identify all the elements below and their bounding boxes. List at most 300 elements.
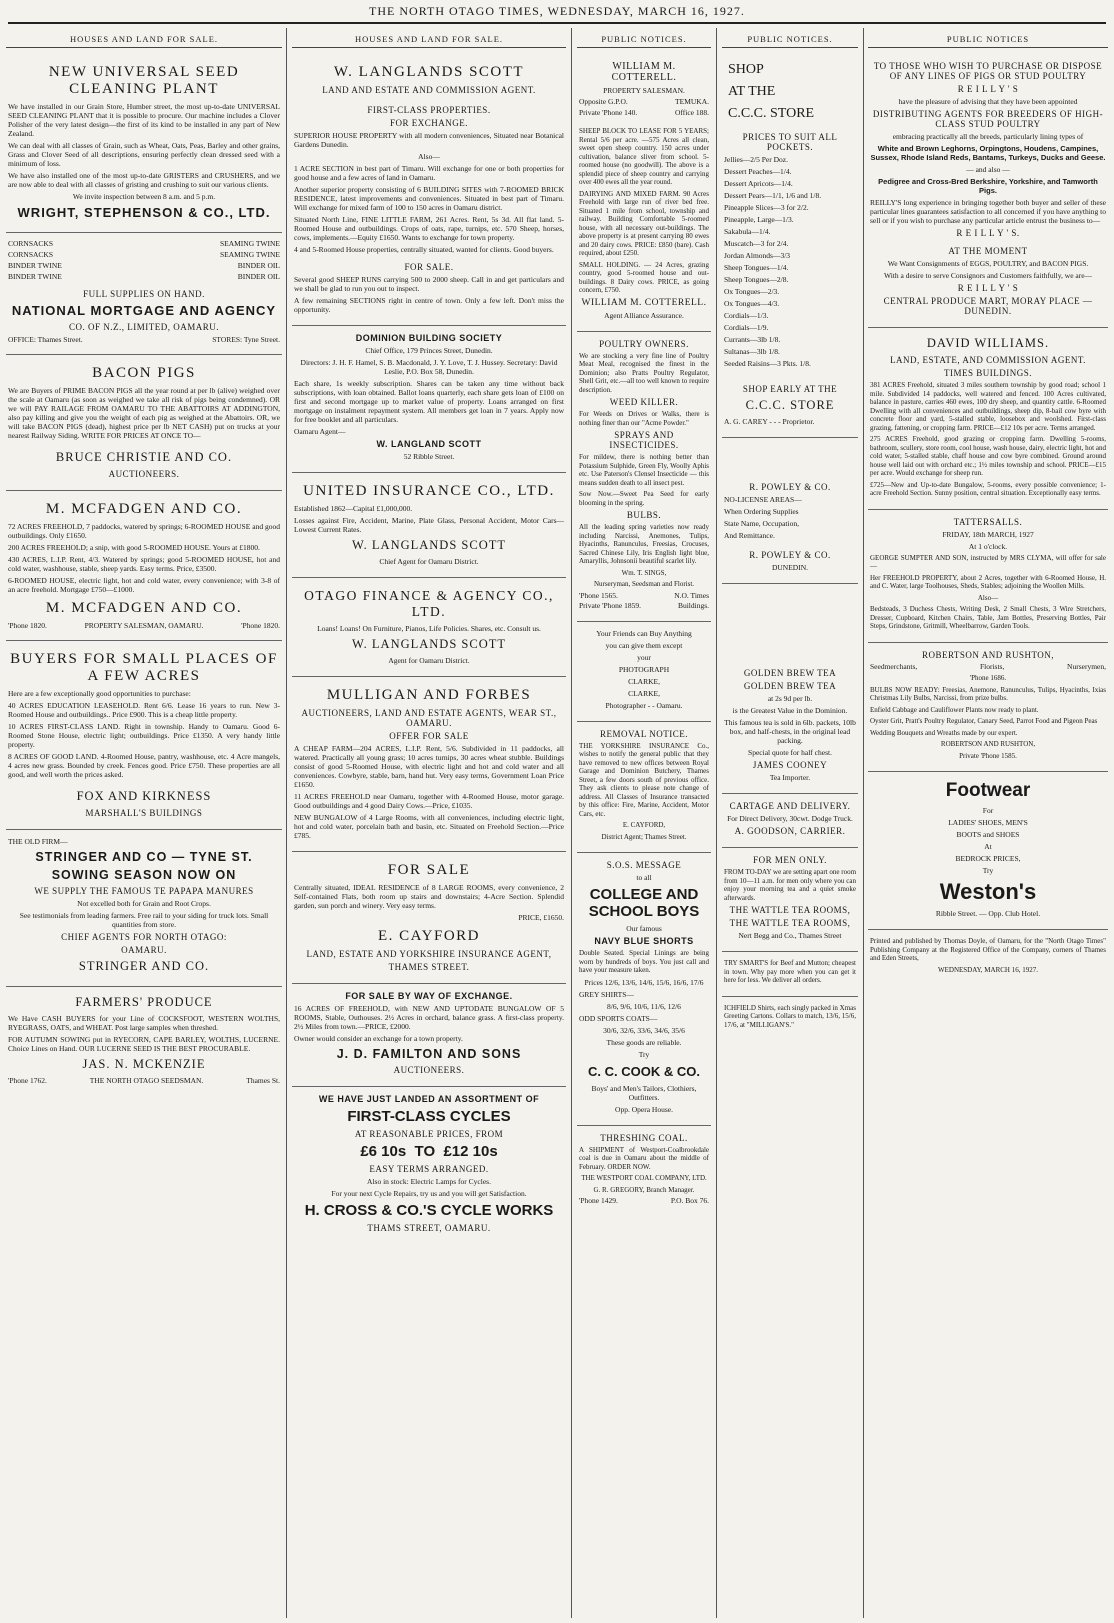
ad-text: TIMES BUILDINGS.	[944, 368, 1032, 378]
ad-text: Double Seated. Special Linings are being worn by hundreds of boys. You just call and have your measure taken.	[579, 949, 709, 974]
column-heading: PUBLIC NOTICES.	[577, 34, 711, 48]
langlands-scott-ad	[292, 54, 566, 326]
ad-text: Oyster Grit, Pratt's Poultry Regulator, Canary Seed, Parrot Food and Pigeon Peas	[870, 717, 1098, 725]
ad-text: Sow Now.—Sweet Pea Seed for early blooming in the spring.	[579, 490, 709, 507]
ad-text: Agent Alliance Assurance.	[604, 310, 684, 320]
ad-text: Photographer - - Oamaru.	[605, 700, 683, 710]
ad-title: AT THE	[728, 84, 776, 99]
ad-text: CHIEF AGENTS FOR NORTH OTAGO:	[61, 932, 227, 942]
ad-text: CENTRAL PRODUCE MART, MORAY PLACE — DUNEDIN.	[883, 296, 1093, 316]
price-list-item: Sheep Tongues—1/4.	[724, 263, 789, 272]
ad-title: CARTAGE AND DELIVERY.	[729, 801, 851, 811]
ad-text: Our famous	[626, 924, 662, 933]
item-text: BINDER OIL	[237, 272, 280, 281]
listing: 200 ACRES FREEHOLD; a snip, with good 5-ROOMED HOUSE. Yours at £1800.	[8, 543, 260, 552]
price-list	[724, 155, 856, 368]
ad-text: And Remittance.	[724, 531, 775, 540]
bacon-pigs-ad	[6, 355, 282, 491]
listing: 72 ACRES FREEHOLD, 7 paddocks, watered by springs; 6-ROOMED HOUSE and good outbuildings. Only £1650.	[8, 522, 280, 540]
listing: 430 ACRES, L.I.P. Rent, 4/3. Watered by springs; good 5-ROOMED HOUSE, hot and cold water, washhouse, stable, sheep yards. Easy terms. Price, £3500.	[8, 555, 280, 573]
price-list-item: Sultanas—3lb 1/8.	[724, 347, 780, 356]
listing: 6-ROOMED HOUSE, electric light, hot and cold water, every convenience; with 3-8 of an acre freehold. Mortgage £750—£1000.	[8, 576, 280, 594]
ad-text: AUCTIONEERS.	[393, 1065, 465, 1075]
ad-title: WILLIAM M. COTTERELL.	[611, 61, 677, 83]
ad-text: SPRAYS AND INSECTICIDES.	[609, 430, 679, 450]
ad-text: With a desire to serve Consignors and Customers faithfully, we are—	[883, 271, 1093, 280]
ad-text: BULBS NOW READY: Freesias, Anemone, Ranunculus, Tulips, Hyacinths, Ixias Christmas Lily Bulbs, Narcissi, from prize bulbs.	[870, 685, 1106, 702]
advertiser-name: FOX AND KIRKNESS	[76, 789, 212, 803]
ad-text: GEORGE SUMPTER AND SON, instructed by MRS CLYMA, will offer for sale—	[870, 553, 1106, 570]
price-from: £6 10s	[360, 1143, 407, 1160]
listing: Centrally situated, IDEAL RESIDENCE of 8 LARGE ROOMS, every convenience, 2 Self-contained Flats, both room up stairs and downstairs; 4-Acre Section. Splendid garden, sun porch and winery. Very easy terms.	[294, 883, 564, 910]
ad-text: AT REASONABLE PRICES, FROM	[354, 1129, 504, 1139]
ad-text: have the pleasure of advising that they have been appointed	[898, 97, 1078, 106]
ad-text: Your Friends can Buy Anything	[596, 628, 692, 638]
ad-text: Oamaru Agent—	[294, 427, 346, 436]
item-text: BINDER OIL	[237, 261, 280, 270]
masthead: THE NORTH OTAGO TIMES, WEDNESDAY, MARCH 16, 1927.	[369, 4, 745, 18]
ad-text: Directors: J. H. F. Hamel, S. B. Macdonald, J. Y. Love, T. J. Hussey. Secretary: David Leslie, P.O. Box 58, Dunedin.	[300, 358, 558, 376]
ad-text: We have also installed one of the most up-to-date GRISTERS and CRUSHERS, and we are now able to deal with all classes of gristing and crushing to suit our various clients.	[8, 171, 280, 189]
column-heading: HOUSES AND LAND FOR SALE.	[292, 34, 566, 48]
advertiser-name: STRINGER AND CO.	[78, 959, 210, 973]
item-text: Private 'Phone 1859.	[579, 601, 641, 610]
ad-text: OFFER FOR SALE	[389, 731, 469, 741]
column-4	[722, 34, 858, 1614]
ad-text: District Agent; Thames Street.	[601, 832, 687, 841]
ad-title: W. LANGLANDS SCOTT	[333, 64, 525, 80]
ad-title: FOR SALE	[387, 862, 471, 878]
advertiser-name: J. D. FAMILTON AND SONS	[336, 1047, 522, 1061]
ad-text: For	[982, 806, 994, 815]
ad-text: ICHFIELD Shirts, each singly packed in Xmas Greeting Cartons. Collars to match, 13/6, 15/6, 17/6, at "MILLIGAN'S."	[724, 1003, 857, 1029]
wattle-tea-rooms-ad	[722, 848, 858, 952]
advertiser-name: ROBERTSON AND RUSHTON,	[921, 649, 1055, 660]
ad-text: When Ordering Supplies	[724, 507, 799, 516]
ad-text: at 2s 9d per lb.	[767, 694, 813, 703]
listing: 1 ACRE SECTION in best part of Timaru. Will exchange for one or both properties for good house and a few acres of land in Oamaru.	[294, 164, 564, 182]
ad-text: Chief Office, 179 Princes Street, Dunedin.	[365, 346, 493, 355]
advertiser-name: WILLIAM M. COTTERELL.	[581, 297, 707, 308]
ad-title: UNITED INSURANCE CO., LTD.	[303, 483, 555, 499]
advertiser-name: C. C. COOK & CO.	[588, 1063, 700, 1079]
listing: Situated North Line, FINE LITTLE FARM, 261 Acres. Rent, 5s 3d. All flat land. 5-Roomed House and outbuildings. Crops of oats, rape, turnips, etc. 570 Sheep, horses, cows, implements.—Equity £1650. Wants to exchange for town property.	[294, 215, 564, 242]
listing: 8 ACRES OF GOOD LAND. 4-Roomed House, pantry, washhouse, etc. 4 Acre mangels, 4 acres new grass. Bounded by creek. Fences good. Price £750. These properties are all good, and well worth the prices asked.	[8, 752, 280, 779]
ad-text: FOR EXCHANGE.	[389, 118, 468, 128]
advertiser-name: THE WATTLE TEA ROOMS,	[729, 918, 851, 928]
listing: Bedsteads, 3 Duchess Chests, Writing Desk, 2 Small Chests, 3 Wire Stretchers, Dresser, Cupboard, Kitchen Chairs, Table, Jam Bottles, Preserving Bottles, Pair Steps, Grindstone, Gritmill, Wheelbarrow, Garden Tools.	[870, 605, 1106, 630]
ad-text: Agent for Oamaru District.	[388, 656, 470, 665]
advertiser-name: NATIONAL MORTGAGE AND AGENCY	[11, 303, 277, 318]
mulligan-forbes-ad	[292, 677, 566, 852]
item-text: OFFICE: Thames Street.	[8, 335, 83, 344]
ad-text: Boys' and Men's Tailors, Clothiers, Outfitters.	[591, 1083, 697, 1102]
ad-text: Loans! Loans! On Furniture, Pianos, Life Policies. Shares, etc. Consult us.	[317, 624, 541, 633]
ad-text: We Want Consignments of EGGS, POULTRY, and BACON PIGS.	[887, 259, 1089, 268]
ad-text: For mildew, there is nothing better than Potassium Sulphide, Green Fly, Woolly Aphis etc. Use Paterson's Clensel Insecticide — this means sudden death to all insect pest.	[579, 453, 709, 487]
ad-text: Owner would consider an exchange for a town property.	[294, 1034, 463, 1043]
ad-text: Ribble Street. — Opp. Club Hotel.	[935, 909, 1041, 918]
price-to: £12 10s	[443, 1143, 498, 1160]
column-rule	[863, 28, 864, 1618]
ad-title: M. MCFADGEN AND CO.	[45, 501, 243, 517]
item-text: Private 'Phone 140.	[579, 107, 638, 117]
ad-text: Also—	[977, 593, 999, 602]
cotterell-ad	[577, 54, 711, 332]
ad-text: Try	[982, 866, 994, 875]
powley-ad	[722, 438, 858, 584]
ad-text: We Have CASH BUYERS for your Line of COCKSFOOT, WESTERN WOLTHS, RYEGRASS, OATS, and WHEAT. Post large samples when threshed.	[8, 1014, 280, 1032]
price-list-item: Pineapple, Large—1/3.	[724, 215, 794, 224]
advertiser-name: W. LANGLANDS SCOTT	[352, 637, 506, 651]
item-text: TEMUKA.	[675, 97, 709, 106]
ad-text: Also—	[418, 152, 440, 161]
ad-text: AUCTIONEERS.	[108, 469, 180, 479]
listing: 10 ACRES FIRST-CLASS LAND. Right in township. Handy to Oamaru. Good 6-Roomed Stone House, electric light; outbuildings. Price £1350. A very handy little property.	[8, 722, 280, 749]
ad-text: PRICES TO SUIT ALL POCKETS.	[742, 132, 838, 152]
ad-text: Private 'Phone 1585.	[959, 751, 1017, 760]
advertiser-name: ROBERTSON AND RUSHTON,	[940, 740, 1036, 748]
ad-text: to all	[636, 873, 652, 882]
ad-text: DUNEDIN.	[771, 563, 809, 572]
price-range	[294, 1143, 564, 1160]
ad-text: LAND, ESTATE AND YORKSHIRE INSURANCE AGENT,	[306, 949, 552, 959]
column-heading: HOUSES AND LAND FOR SALE.	[6, 34, 282, 48]
column-heading: PUBLIC NOTICES.	[722, 34, 858, 48]
ad-text: — and also —	[966, 165, 1010, 174]
ad-text: Not excelled both for Grain and Root Crops.	[77, 899, 211, 908]
ad-text: Also in stock: Electric Lamps for Cycles.	[367, 1177, 491, 1186]
ad-text: Pedigree and Cross-Bred Berkshire, Yorkshire, and Tamworth Pigs.	[878, 177, 1098, 195]
ad-text: Losses against Fire, Accident, Marine, Plate Glass, Personal Accident, Motor Cars— Lowest Current Rates.	[294, 516, 564, 534]
item-text: N.O. Times	[674, 590, 709, 600]
ad-text: AUCTIONEERS, LAND AND ESTATE AGENTS, WEAR ST., OAMARU.	[301, 708, 557, 728]
item-text: 'Phone 1565.	[579, 590, 618, 600]
ad-text: We can deal with all classes of Grain, such as Wheat, Oats, Peas, Barley and other grains, Grass and Clover Seed of all descriptions, ensuring perfectly clean dressed seed with a minimum of loss.	[8, 141, 280, 168]
ad-text: Tea Importer.	[769, 773, 811, 782]
ad-text: S.O.S. MESSAGE	[606, 860, 682, 870]
listing: £725—New and Up-to-date Bungalow, 5-rooms, every possible convenience; 1-acre Freehold Section. Sunny position, central situation. Exceptionally easy terms.	[870, 480, 1106, 497]
advertiser-name: R. POWLEY & CO.	[749, 482, 831, 492]
ad-text: LAND, ESTATE, AND COMMISSION AGENT.	[890, 355, 1086, 365]
advertiser-name: C.C.C. STORE	[745, 398, 835, 412]
column-rule	[571, 28, 572, 1618]
advertiser-name: A. GOODSON, CARRIER.	[734, 826, 846, 836]
item-text: 'Phone 1820.	[8, 621, 47, 630]
column-rule	[716, 28, 717, 1618]
listing: 40 ACRES EDUCATION LEASEHOLD. Rent 6/6. Lease 16 years to run. New 3-Roomed House and outbuildings.. Price £900. This is a cheap little property.	[8, 701, 280, 719]
ad-text: G. R. GREGORY, Branch Manager.	[593, 1185, 695, 1194]
ad-text: Chief Agent for Oamaru District.	[379, 557, 479, 566]
price-list-item: Dessert Peaches—1/4.	[724, 167, 792, 176]
column-heading: PUBLIC NOTICES	[868, 34, 1108, 48]
ad-text: TRY SMART'S for Beef and Mutton; cheapest in town. Why pay more when you can get it here for less. We deliver all orders.	[724, 959, 856, 984]
ad-text: All the leading spring varieties now ready including Narcissi, Anemones, Tulips, Hyacinths, Ranunculus, Freesias, Crocuses, Sacred Chinese Lily, Iris English light blue, Amaryllis, Johnsonii beautiful scarlet lily.	[579, 523, 709, 565]
ccc-store-ad	[722, 54, 858, 438]
ad-text: A. G. CAREY - - - Proprietor.	[724, 417, 815, 426]
price-to-label: TO	[414, 1143, 436, 1160]
advertiser-name: CLARKE,	[628, 688, 660, 698]
advertiser-name: JAS. N. MCKENZIE	[82, 1057, 206, 1071]
removal-notice-ad	[577, 722, 711, 854]
david-williams-ad	[868, 328, 1108, 510]
ad-title: GOLDEN BREW TEA	[743, 668, 837, 678]
ad-title: MULLIGAN AND FORBES	[326, 687, 532, 703]
ad-text: Each share, 1s weekly subscription. Shares can be taken any time without back subscriptions, with loan obtained. Ballot loans quarterly, each share gets loan of £100 on first and second mortgage up to market value of property. Loans arranged on first mortgage on instalment repayment system. All members get loan in 7 years. Apply now for free booklet and all particulars.	[294, 379, 564, 424]
ad-text: FOR AUTUMN SOWING put in RYECORN, CAPE BARLEY, WOLTHS, LUCERNE. Choice Lines on Hand. OUR LUCERNE SEED IS THE BEST PROCURABLE.	[8, 1035, 280, 1053]
cartage-ad	[722, 794, 858, 848]
item-text: 'Phone 1762.	[8, 1076, 47, 1085]
ad-text: We are stocking a very fine line of Poultry Meat Meal, recognised the finest in the Dominion; also Pratts Poultry Regulator, Shell Grit, etc.—all too well known to require description.	[579, 351, 709, 394]
ad-text: We invite inspection between 8 a.m. and 5 p.m.	[72, 192, 216, 201]
listing: 11 ACRES FREEHOLD near Oamaru, together with 4-Roomed House, motor garage. Good outbuildings and 4 good Dairy Cows.—Price, £1035.	[294, 792, 564, 810]
ad-text: EASY TERMS ARRANGED.	[369, 1164, 489, 1174]
ad-title: BACON PIGS	[92, 365, 196, 381]
advertiser-name: H. CROSS & CO.'S CYCLE WORKS	[304, 1202, 554, 1219]
ad-text: LAND AND ESTATE AND COMMISSION AGENT.	[322, 85, 536, 95]
ad-title: C.C.C. STORE	[728, 106, 815, 121]
listing: DAIRYING AND MIXED FARM. 90 Acres Freehold with large run of river bed free. Situated 1 mile from school, township and railway. Building Comfortable 5-roomed house, with all necessary out-buildings. The above property is at present carrying 80 ewes and 20 dairy cows. PRICE: £850 (bare). Cash required, about £250.	[579, 189, 709, 257]
ad-text: FRIDAY, 18th MARCH, 1927	[942, 529, 1034, 539]
ad-text: REILLY'S long experience in bringing together both buyer and seller of these particular lines guarantees satisfaction to all concerned if you have anything to sell or if you wish to purchase any particular article entrust the business to—	[870, 198, 1106, 225]
item-text: P.O. Box 76.	[670, 1196, 709, 1205]
price-list-item: Currants—3lb 1/8.	[724, 335, 781, 344]
item-text: Nurserymen,	[1067, 661, 1106, 671]
ad-title: THRESHING COAL.	[600, 1132, 688, 1143]
price-list-item: Cordials—1/3.	[724, 311, 769, 320]
column-3	[577, 34, 711, 1614]
ad-text: See testimonials from leading farmers. Free rail to your siding for truck lots. Small quantities from store.	[19, 911, 269, 929]
ad-text: SHOP EARLY AT THE	[742, 384, 838, 394]
item-text: PROPERTY SALESMAN, OAMARU.	[84, 621, 204, 630]
advertiser-name: CLARKE,	[628, 676, 660, 686]
listing: 381 ACRES Freehold, situated 3 miles southern township by good road; school 1 mile. Subdivided 14 paddocks, well watered and fenced. 100 Acres cultivated, balance in pasture, carries 460 ewes, 100 dry sheep, and quantity cattle. 6-Roomed Dwelling with all conveniences and outbuildings, sheep dip, 8-bail cow byre with concrete floor and yard, 5-stalled stable, loosebox and woolshed. First-class grazing, fattening, or cropping farm. PRICE—£12 10s per acre. Terms arranged.	[870, 381, 1106, 432]
otago-finance-ad	[292, 578, 566, 677]
item-text: Opposite G.P.O.	[579, 97, 628, 106]
ad-text: FOR SALE.	[404, 262, 454, 272]
advertiser-name: Weston's	[939, 879, 1037, 904]
advertiser-name: M. MCFADGEN AND CO.	[45, 600, 243, 616]
ad-title: BUYERS FOR SMALL PLACES OF A FEW ACRES	[10, 651, 278, 684]
price-list-item: Cordials—1/9.	[724, 323, 769, 332]
mcfadgen-ad	[6, 491, 282, 641]
ad-title: OTAGO FINANCE & AGENCY CO., LTD.	[304, 588, 554, 619]
listing: A CHEAP FARM—204 ACRES, L.I.P. Rent, 5/6. Subdivided in 11 paddocks, all watered. Practically all young grass; 10 acres turnips, 30 acres wheat stubble. Buildings consist of good 5-Roomed House, with electric light and hot and cold water and all conveniences. Cowbyre, stable, barn, hand hut. Very easy terms, Government Loan Price £1650.	[294, 744, 564, 789]
imprint-text: Printed and published by Thomas Doyle, of Oamaru, for the "North Otago Times" Publishing Company at the Registered Office of the Company, corners of Thames and Eden Streets,	[870, 937, 1106, 962]
smarts-ad	[722, 952, 858, 997]
ad-text: DISTRIBUTING AGENTS FOR BREEDERS OF HIGH-CLASS STUD POULTRY	[872, 109, 1104, 129]
advertiser-name: BRUCE CHRISTIE AND CO.	[55, 450, 233, 464]
item-text: Florists,	[979, 661, 1005, 671]
advertiser-name: W. LANGLAND SCOTT	[376, 439, 482, 449]
price-list: Prices 12/6, 13/6, 14/6, 15/6, 16/6, 17/6	[584, 977, 704, 987]
ad-text: We have installed in our Grain Store, Humber street, the most up-to-date UNIVERSAL SEED CLEANING PLANT that it is possible to procure. Our machine includes a Clover Polisher of the very latest design—the first of its kind to be installed in any part of New Zealand.	[8, 102, 280, 138]
column-rule	[286, 28, 287, 1618]
ad-text: A SHIPMENT of Westport-Coalbrookdale coal is due in Oamaru about the middle of February. ORDER NOW.	[579, 1145, 709, 1171]
ad-text: NAVY BLUE SHORTS	[594, 936, 694, 946]
item-text: 'Phone 1429.	[579, 1196, 618, 1205]
ad-title: FOR SALE BY WAY OF EXCHANGE.	[345, 991, 513, 1001]
ad-text: BOOTS and SHOES	[956, 830, 1020, 839]
ad-text: At	[984, 842, 992, 851]
ad-title: SOWING SEASON NOW ON	[51, 868, 237, 882]
tattersalls-ad	[868, 510, 1108, 643]
advertiser-name: E. CAYFORD,	[622, 821, 666, 829]
column-5	[868, 34, 1108, 1614]
listing: 16 ACRES OF FREEHOLD, with NEW AND UPTODATE BUNGALOW OF 5 ROOMS, Stable, Outhouses. 2½ Acres in orchard, balance grass. A first-class property. 2½ Miles from town.—PRICE, £2000.	[294, 1004, 564, 1031]
listing: NEW BUNGALOW of 4 Large Rooms, with all conveniences, including electric light, hot and cold water, porcelain bath and basin, etc. Situated on Freehold Section.—Price £785.	[294, 813, 564, 840]
ad-text: WE SUPPLY THE FAMOUS TE PAPAPA MANURES	[34, 886, 254, 896]
ad-text: For Weeds on Drives or Walks, there is nothing finer than our "Acme Powder."	[579, 410, 709, 427]
price-list-item: Jellies—2/5 Per Doz.	[724, 155, 788, 164]
listing: SMALL HOLDING. — 24 Acres, grazing country, good 5-roomed house and out-buildings. 8 Dairy cows. PRICE, as going concern, £750.	[579, 260, 709, 294]
school-boys-ad	[577, 853, 711, 1126]
ad-text: Try	[638, 1049, 650, 1059]
ad-text: Here are a few exceptionally good opportunities to purchase:	[8, 689, 191, 698]
ad-title: TO THOSE WHO WISH TO PURCHASE OR DISPOSE OF ANY LINES OF PIGS OR STUD POULTRY	[873, 61, 1103, 81]
ad-text: Special quote for half chest.	[748, 748, 832, 757]
ad-text: GREY SHIRTS—	[579, 989, 634, 999]
clarke-photographer-ad	[577, 622, 711, 722]
ad-title: DAVID WILLIAMS.	[926, 336, 1050, 350]
ad-text: PROPERTY SALESMAN.	[603, 86, 685, 95]
ad-text: THAMS STREET, OAMARU.	[367, 1223, 491, 1233]
ad-text: THE YORKSHIRE INSURANCE Co., wishes to notify the general public that they have removed to new offices between Royal Garage and Dominion Butchery, Thames Street, a few doors south of previous office. They ask clients to please note change of address. All Classes of Insurance transacted by this office: Fire, Marine, Accident, Motor Cars, etc.	[579, 741, 709, 818]
ad-text: For Direct Delivery, 30cwt. Dodge Truck.	[727, 814, 853, 823]
ad-text: We are Buyers of PRIME BACON PIGS all the year round at per lb (alive) weighed over the scale at Oamaru (as soon as weighed we take all risk of pigs being condemned). OR we will PAY RAILAGE FROM OAMARU TO THE ABATTOIRS AT ADDINGTON, also pay killing and give you the weight of each pig as weighed at the Abattoirs. OR, we will take BACON PIGS (dead), highest price per lb NET CASH) put on trucks at your nearest Railway Siding. WRITE FOR PRICES AT ONCE TO—	[8, 386, 280, 440]
ad-text: embracing practically all the breeds, particularly lining types of	[892, 132, 1084, 141]
ad-text: is the Greatest Value in the Dominion.	[732, 706, 848, 715]
ad-title: GOLDEN BREW TEA	[743, 681, 837, 691]
item-text: CORNSACKS	[8, 250, 54, 259]
ad-text: Wedding Bouquets and Wreaths made by our expert.	[870, 728, 1018, 737]
ad-text: Opp. Opera House.	[615, 1104, 673, 1114]
ad-text: AT THE MOMENT	[948, 246, 1028, 256]
item-text: Seedmerchants,	[870, 661, 918, 671]
ad-text: your	[637, 652, 651, 662]
item-text: Buildings.	[677, 601, 709, 610]
reillys-ad	[868, 54, 1108, 328]
ad-title: COLLEGE AND SCHOOL BOYS	[588, 886, 700, 920]
farmers-produce-ad	[6, 987, 282, 1095]
ad-title: FOR MEN ONLY.	[753, 855, 827, 865]
ad-title: FIRST-CLASS CYCLES	[347, 1108, 511, 1125]
ad-text: Established 1862—Capital £1,000,000.	[294, 504, 413, 513]
seed-cleaning-ad	[6, 54, 282, 233]
price-list-item: Ox Tongues—2/3.	[724, 287, 780, 296]
item-text: Thames St.	[246, 1076, 280, 1085]
ad-text: LADIES' SHOES, MEN'S	[948, 818, 1028, 827]
ad-text: MARSHALL'S BUILDINGS	[85, 808, 203, 818]
column-1	[6, 34, 282, 1614]
price-list-item: Sakabula—1/4.	[724, 227, 771, 236]
advertiser-name: WRIGHT, STEPHENSON & CO., LTD.	[17, 205, 271, 220]
robertson-rushton-ad	[868, 643, 1108, 773]
listing: A few remaining SECTIONS right in centre of town. Only a few left. Don't miss the opportunity.	[294, 296, 564, 314]
ad-text: THAMES STREET.	[388, 962, 470, 972]
price-list-item: Ox Tongues—4/3.	[724, 299, 780, 308]
advertiser-name: THE WESTPORT COAL COMPANY, LTD.	[581, 1174, 707, 1182]
dominion-building-society-ad	[292, 326, 566, 473]
ad-title: TATTERSALLS.	[953, 516, 1023, 527]
item-text: SEAMING TWINE	[219, 239, 280, 248]
ad-text: State Name, Occupation,	[724, 519, 799, 528]
advertiser-name: R E I L L Y ' S	[957, 84, 1019, 94]
golden-brew-tea-ad	[722, 584, 858, 794]
ad-text: you can give them except	[605, 640, 683, 650]
westons-footwear-ad	[868, 772, 1108, 930]
price-list-item: Dessert Apricots—1/4.	[724, 179, 793, 188]
stringer-ad	[6, 830, 282, 987]
ad-title: SHOP	[728, 62, 764, 77]
imprint-date: WEDNESDAY, MARCH 16, 1927.	[938, 965, 1038, 974]
item-text: THE NORTH OTAGO SEEDSMAN.	[89, 1076, 204, 1085]
masthead-rule	[8, 22, 1106, 24]
ad-text: WEED KILLER.	[609, 397, 679, 407]
advertiser-name: R E I L L Y ' S.	[956, 228, 1020, 238]
advertiser-name: R. POWLEY & CO.	[749, 550, 831, 560]
ad-title: NEW UNIVERSAL SEED CLEANING PLANT	[48, 64, 240, 97]
advertiser-name: JAMES COONEY	[752, 760, 828, 770]
ad-title: POULTRY OWNERS.	[599, 338, 689, 349]
price-list-item: Sheep Tongues—2/8.	[724, 275, 789, 284]
advertiser-name: W. LANGLANDS SCOTT	[352, 538, 506, 552]
ad-text: FULL SUPPLIES ON HAND.	[83, 289, 205, 299]
item-text: BINDER TWINE	[8, 261, 62, 270]
ad-text: BULBS.	[626, 510, 662, 520]
ad-text: Enfield Cabbage and Cauliflower Plants now ready to plant.	[870, 705, 1039, 714]
ad-text: FROM TO-DAY we are setting apart one room from 10—11 a.m. for men only where you can enjoy your morning tea and a quiet smoke afterwards.	[724, 868, 857, 902]
item-text: CORNSACKS	[8, 239, 54, 248]
ad-text: PRICE, £1650.	[518, 913, 564, 922]
item-text: SEAMING TWINE	[219, 250, 280, 259]
ad-text: This famous tea is sold in 6lb. packets, 10lb box, and half-chests, in the original lead packing.	[724, 718, 856, 745]
ad-text: For your next Cycle Repairs, try us and you will get Satisfaction.	[331, 1189, 527, 1198]
item-text: Office 188.	[674, 107, 709, 117]
listing: Another superior property consisting of 6 BUILDING SITES with 7-ROOMED BRICK RESIDENCE, latest improvements and conveniences. Situated in best part of Timaru. Will exchange for mixed farm of 100 to 150 acres in Oamaru district.	[294, 185, 564, 212]
ad-text: NO-LICENSE AREAS—	[724, 495, 802, 504]
listing: Several good SHEEP RUNS carrying 500 to 2000 sheep. Call in and get particulars and we shall be glad to run you out to inspect.	[294, 275, 564, 293]
price-list: 8/6, 9/6, 10/6, 11/6, 12/6	[607, 1001, 681, 1011]
advertiser-name: E. CAYFORD	[378, 928, 480, 944]
price-list-item: Jordan Almonds—3/3	[724, 251, 791, 260]
ad-title: REMOVAL NOTICE.	[600, 728, 688, 739]
ad-text: White and Brown Leghorns, Orpingtons, Houdens, Campines, Sussex, Rhode Island Reds, Bantams, Turkeys, Ducks and Geese.	[870, 144, 1106, 162]
advertiser-name: THE WATTLE TEA ROOMS,	[729, 905, 851, 915]
price-list-item: Pineapple Slices—3 for 2/2.	[724, 203, 809, 212]
ad-text: BEDROCK PRICES,	[955, 854, 1021, 863]
familton-ad	[292, 984, 566, 1087]
cycles-ad	[292, 1087, 566, 1244]
advertiser-name: R E I L L Y ' S	[957, 283, 1019, 293]
ad-text: PHOTOGRAPH	[618, 664, 670, 674]
small-places-ad	[6, 641, 282, 830]
ad-text: FIRST-CLASS PROPERTIES.	[367, 105, 491, 115]
threshing-coal-ad	[577, 1126, 711, 1216]
price-list-item: Seeded Raisins—3 Pkts. 1/8.	[724, 359, 811, 368]
ad-text: 52 Ribble Street.	[403, 452, 455, 461]
advertiser-name: Wm. T. SINGS,	[621, 568, 667, 577]
poultry-owners-ad	[577, 332, 711, 622]
ad-title: Footwear	[945, 780, 1031, 801]
ad-text: ODD SPORTS COATS—	[579, 1013, 658, 1023]
price-list-item: Muscatch—3 for 2/4.	[724, 239, 789, 248]
ad-text: These goods are reliable.	[606, 1037, 682, 1047]
column-2	[292, 34, 566, 1614]
ad-text: Nert Begg and Co., Thames Street	[738, 931, 842, 940]
ad-text: OAMARU.	[121, 945, 167, 955]
ad-text: THE OLD FIRM—	[8, 837, 68, 846]
